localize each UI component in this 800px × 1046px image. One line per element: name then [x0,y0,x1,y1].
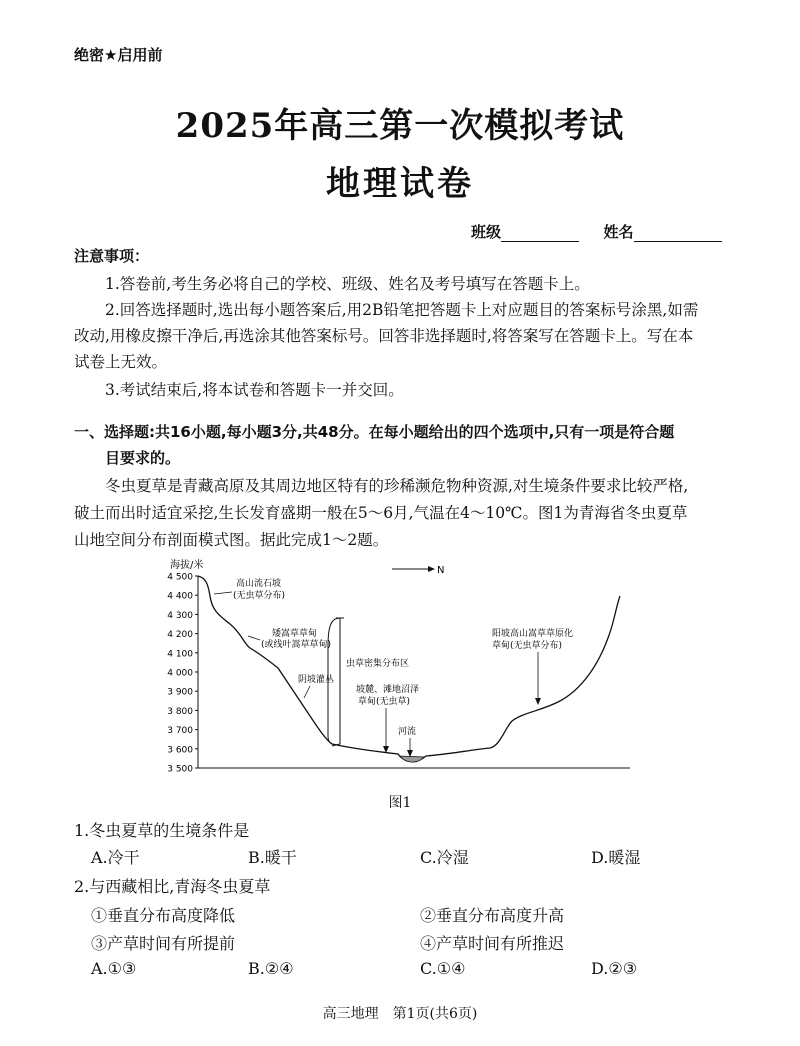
label-marsh-2: 草甸(无虫草) [358,697,411,707]
class-label: 班级 [471,223,502,241]
label-meadow-1: 矮嵩草草甸 [272,629,318,639]
figure-caption: 图1 [388,795,412,811]
q2-statement-4: ④产草时间有所推迟 [420,934,565,953]
class-blank [501,227,579,242]
notice-item-2-line-3: 试卷上无效。 [74,353,168,371]
y-tick-label: 3 700 [167,726,193,737]
q2-statement-3: ③产草时间有所提前 [91,934,236,953]
y-ticks [167,573,198,775]
intro-line-3: 山地空间分布剖面模式图。据此完成1～2题。 [74,531,389,549]
y-tick-label: 4 000 [167,668,193,679]
exam-subject-title: 地理试卷 [326,164,474,204]
page-footer: 高三地理 第1页(共6页) [322,1006,478,1022]
profile-diagram [160,556,635,782]
y-tick-label: 4 100 [167,649,193,660]
label-sunny-2: 草甸(无虫草分布) [492,641,563,651]
q2-stem: 2.与西藏相比,青海冬虫夏草 [74,877,271,896]
q1-option-c: C.冷湿 [420,848,469,867]
name-label: 姓名 [603,223,634,241]
label-scree-1: 高山流石坡 [236,579,282,589]
section-heading-line-2: 目要求的。 [105,449,181,467]
y-tick-label: 4 400 [167,591,193,602]
label-river: 河流 [398,727,417,737]
y-axis-label: 海拔/米 [170,560,204,571]
section-heading-line-1: 一、选择题:共16小题,每小题3分,共48分。在每小题给出的四个选项中,只有一项是符合题 [74,423,675,441]
label-shrub: 阴坡灌丛 [298,675,335,685]
q1-stem: 1.冬虫夏草的生境条件是 [74,821,250,840]
label-sunny-1: 阳坡高山嵩草草原化 [492,629,574,639]
notice-item-2-line-2: 改动,用橡皮擦干净后,再选涂其他答案标号。回答非选择题时,将答案写在答题卡上。写在本 [74,327,694,345]
y-tick-label: 3 500 [167,764,193,775]
q1-option-b: B.暖干 [248,848,297,867]
y-tick-label: 4 300 [167,610,193,621]
exam-title: 2025年高三第一次模拟考试 [175,106,625,146]
meadow-pointer [248,636,260,640]
q2-option-d: D.②③ [591,959,638,978]
notice-item-1: 1.答卷前,考生务必将自己的学校、班级、姓名及考号填写在答题卡上。 [105,275,590,293]
notice-item-2-line-1: 2.回答选择题时,选出每小题答案后,用2B铅笔把答题卡上对应题目的答案标号涂黑,如需 [105,301,699,319]
river-shape [400,756,424,762]
q1-option-d: D.暖湿 [591,848,641,867]
y-tick-label: 4 500 [167,572,193,583]
north-label: N [437,565,445,576]
intro-line-1: 冬虫夏草是青藏高原及其周边地区特有的珍稀濒危物种资源,对生境条件要求比较严格, [105,477,689,495]
intro-line-2: 破土而出时适宜采挖,生长发育盛期一般在5～6月,气温在4～10℃。图1为青海省冬虫夏草 [74,504,688,522]
q2-statement-2: ②垂直分布高度升高 [420,906,565,925]
notice-heading: 注意事项： [74,247,150,265]
y-tick-label: 3 900 [167,687,193,698]
north-arrowhead [428,566,435,572]
sunny-arrowhead [535,698,541,705]
label-scree-2: (无虫草分布) [233,591,286,601]
y-tick-label: 3 600 [167,745,193,756]
name-blank [634,227,722,242]
label-marsh-1: 坡麓、滩地沼泽 [356,685,420,695]
q1-option-a: A.冷干 [91,848,140,867]
shrub-pointer [304,686,310,698]
notice-item-3: 3.考试结束后,将本试卷和答题卡一并交回。 [105,381,404,399]
scree-pointer [214,592,232,594]
confidential-label: 绝密★启用前 [74,46,163,64]
q2-option-b: B.②④ [248,959,294,978]
student-fields [471,221,722,242]
q2-statement-1: ①垂直分布高度降低 [91,906,236,925]
q2-option-c: C.①④ [420,959,466,978]
label-dense: 虫草密集分布区 [346,659,410,669]
label-meadow-2: (或线叶嵩草草甸) [261,640,332,650]
y-tick-label: 3 800 [167,706,193,717]
q2-option-a: A.①③ [91,959,137,978]
y-tick-label: 4 200 [167,630,193,641]
